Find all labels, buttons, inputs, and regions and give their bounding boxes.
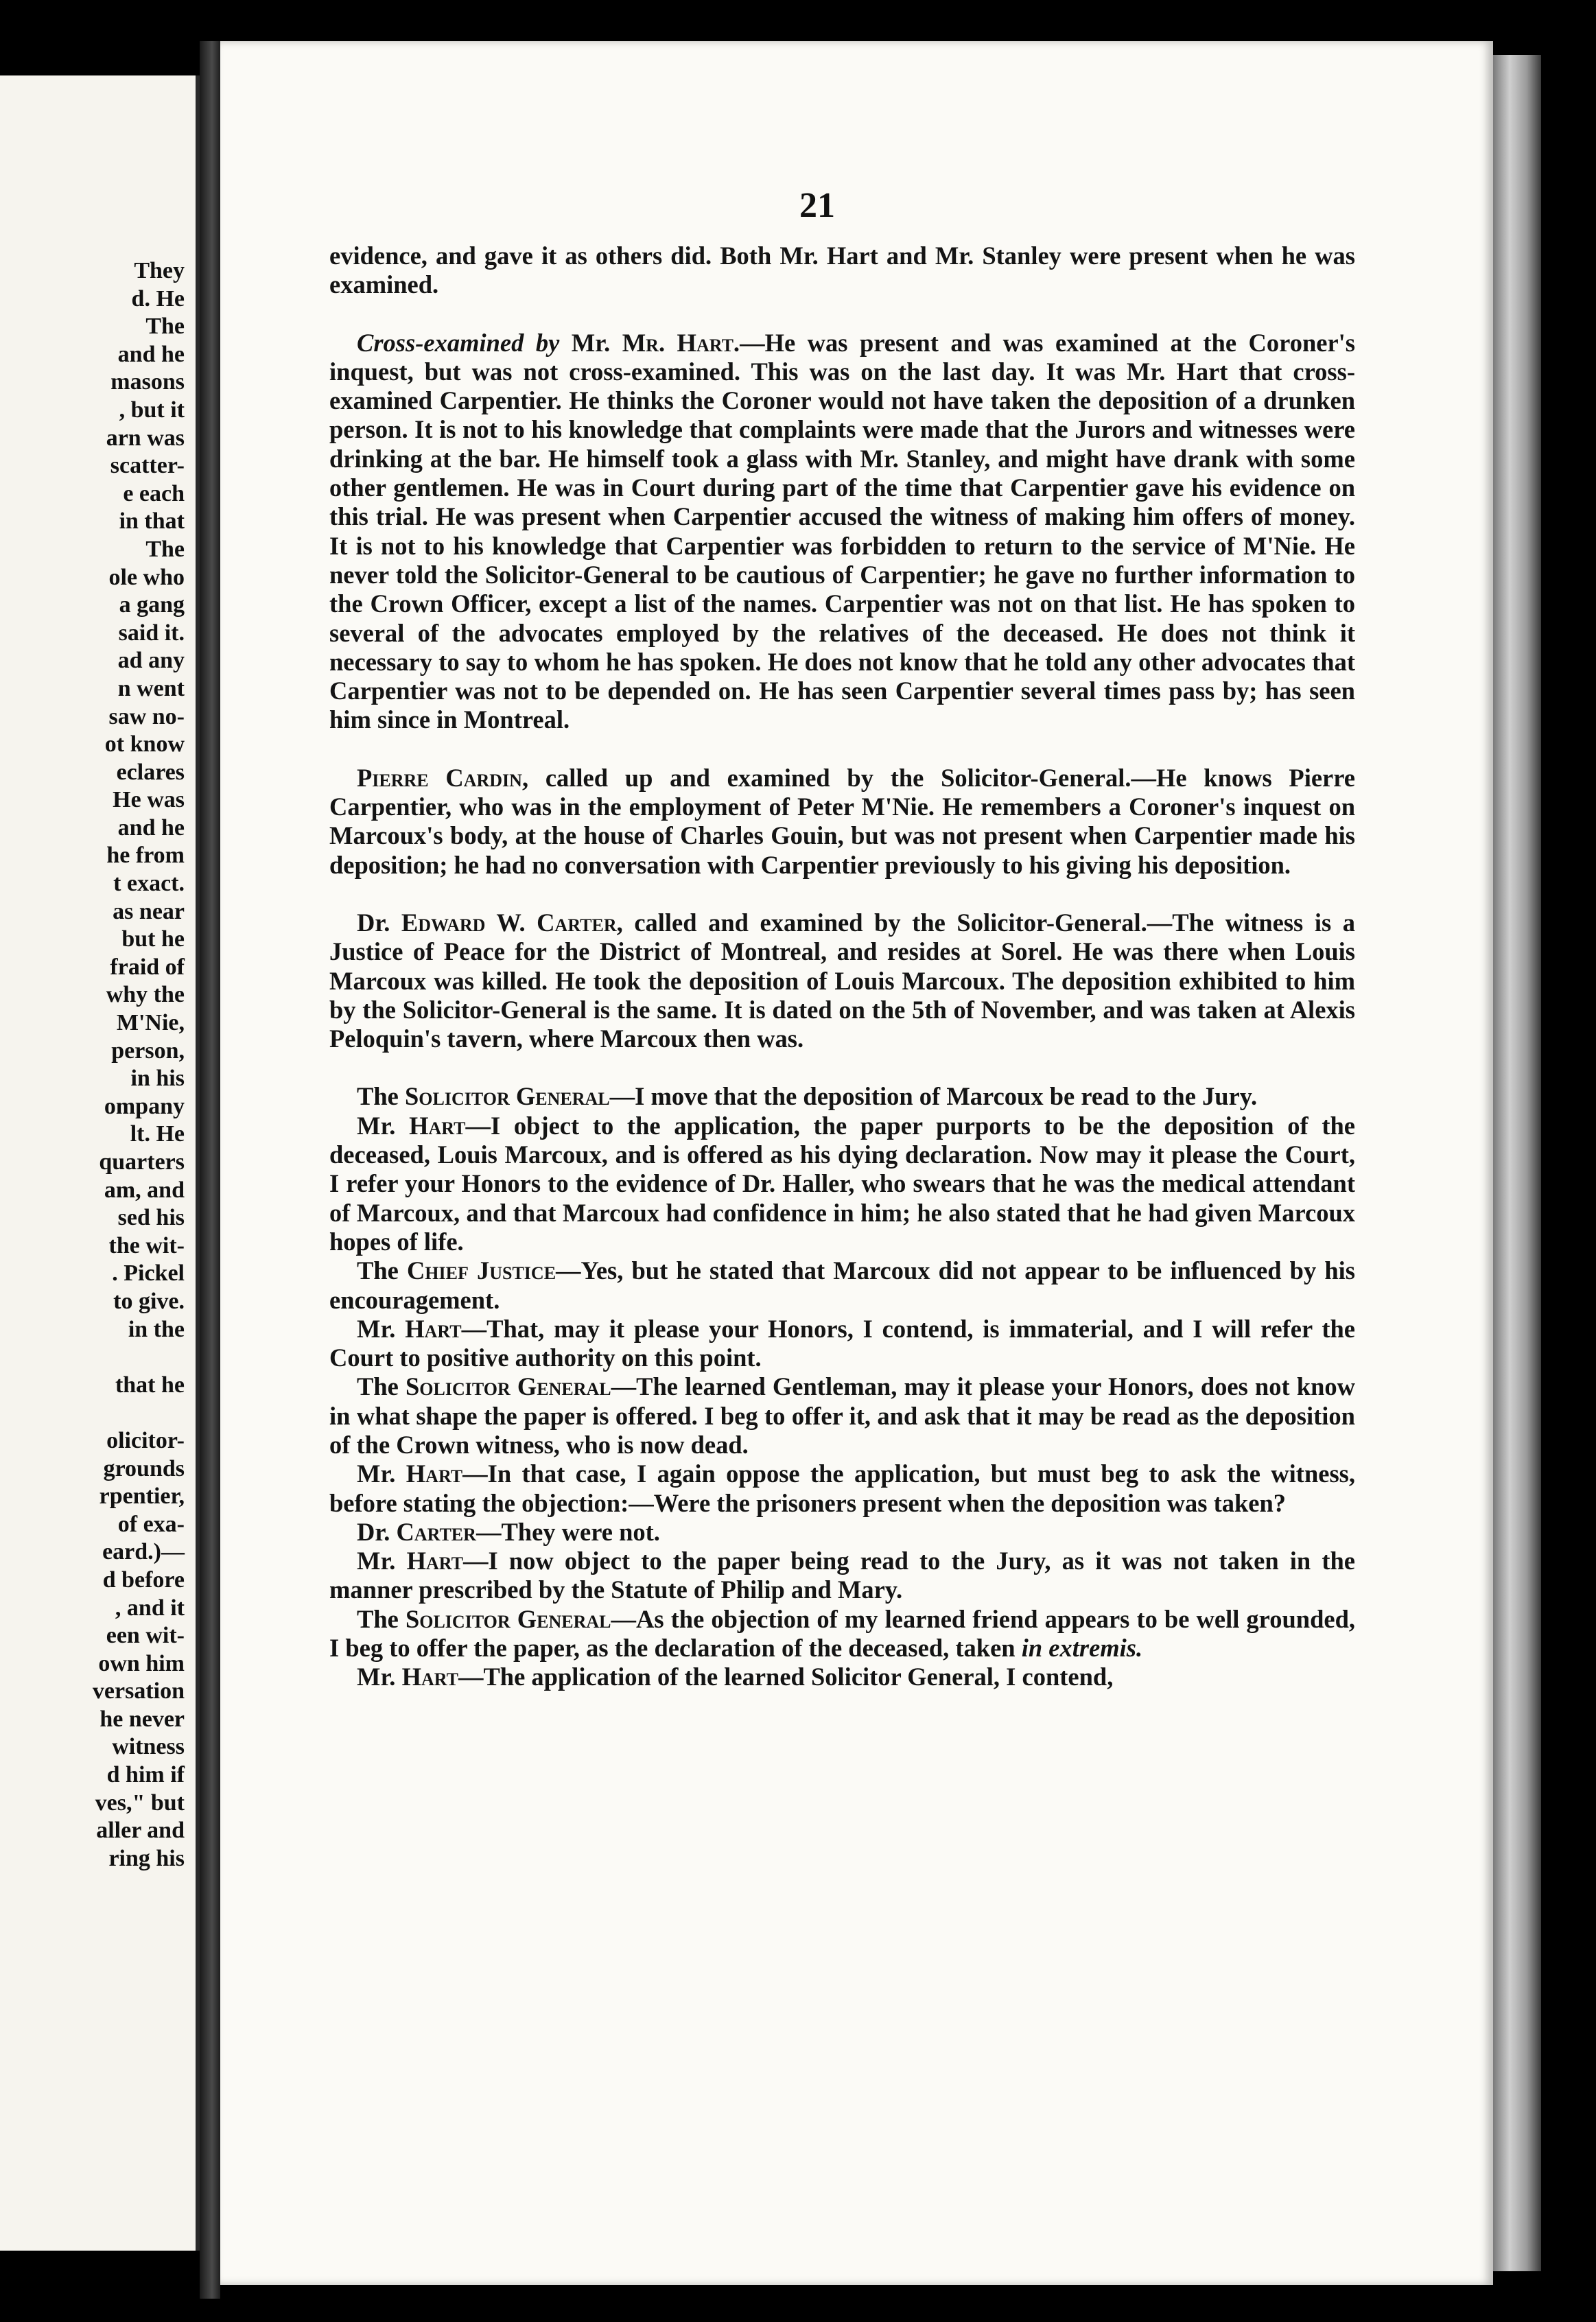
left-page-line: in his: [130, 1066, 185, 1092]
paragraph-speaker: Hart: [401, 1663, 458, 1691]
paragraph-speaker: Solicitor General: [405, 1604, 611, 1633]
paragraph-speaker: Chief Justice: [406, 1256, 556, 1285]
paragraph-speaker-prefix: Mr.: [571, 328, 622, 357]
paragraph-speaker: Hart: [406, 1459, 463, 1488]
left-page-line: a gang: [119, 592, 185, 618]
left-page-line: They: [134, 258, 185, 283]
left-page-line: but he: [121, 926, 185, 952]
paragraph-13: [329, 1663, 1355, 1691]
paragraph-prefix: The: [357, 1604, 406, 1633]
left-page-line: The: [145, 314, 185, 340]
paragraph-6: [329, 1256, 1355, 1315]
paragraph-text: —The application of the learned Solicitor General, I contend,: [458, 1663, 1114, 1691]
paragraph-lead: Cross-examined by: [357, 328, 560, 357]
paragraph-prefix: Mr.: [357, 1663, 402, 1691]
left-page-line: . Pickel: [112, 1260, 185, 1287]
left-page-line: e each: [123, 480, 185, 506]
left-page-line: eard.)—: [102, 1539, 185, 1565]
left-page-line: in the: [128, 1316, 185, 1342]
paragraph-speaker: Edward W. Carter,: [401, 908, 623, 937]
paragraph-prefix: Mr.: [357, 1314, 406, 1343]
left-page-line: d him if: [106, 1762, 185, 1788]
paragraph-speaker: Hart: [406, 1547, 463, 1575]
left-page-line: fraid of: [110, 954, 185, 980]
paragraph-speaker: Solicitor General: [404, 1082, 610, 1111]
paragraph-speaker: Pierre Cardin,: [357, 763, 529, 792]
left-facing-page: [0, 75, 200, 2251]
left-page-line: grounds: [103, 1455, 185, 1481]
left-page-line: person,: [111, 1037, 185, 1064]
left-page-line: M'Nie,: [116, 1010, 185, 1036]
left-page-line: witness: [112, 1734, 185, 1760]
left-page-line: and he: [117, 341, 185, 367]
paragraph-speaker: Hart: [405, 1314, 462, 1343]
left-page-line: quarters: [99, 1149, 185, 1175]
paragraph-text: —As the objection of my learned friend appears to be well grounded, I beg to offer the paper, as the declaration of the deceased, taken: [329, 1604, 1355, 1663]
paragraph-text: evidence, and gave it as others did. Both Mr. Hart and Mr. Stanley were present when he was examined.: [329, 242, 1355, 299]
paragraph-8: [329, 1372, 1355, 1459]
paragraph-10: [329, 1518, 1355, 1547]
paragraph-4: [329, 1082, 1355, 1111]
page-edge: [1493, 55, 1541, 2271]
body-text: [329, 242, 1355, 1692]
left-page-line: to give.: [113, 1288, 185, 1314]
left-page-line: [0, 1344, 185, 1372]
left-page-line: olicitor-: [106, 1427, 185, 1453]
paragraph-0: [329, 242, 1355, 300]
left-page-line: ole who: [108, 564, 185, 590]
book-gutter: [200, 41, 220, 2299]
paragraph-prefix: Mr.: [357, 1547, 407, 1575]
left-page-line: arn was: [106, 425, 185, 451]
paragraph-speaker: Solicitor General: [406, 1372, 611, 1401]
left-page-line: said it.: [118, 620, 185, 646]
left-page-line: d. He: [131, 285, 185, 312]
left-page-line: of exa-: [117, 1511, 185, 1537]
left-page-line: masons: [110, 369, 185, 395]
left-page-line: in that: [119, 508, 185, 535]
left-page-line: ad any: [117, 648, 185, 674]
left-page-line: The: [145, 536, 185, 562]
left-page-line: sed his: [117, 1205, 185, 1231]
paragraph-text: —I now object to the paper being read to the Jury, as it was not taken in the manner prescribed by the Statute of Philip and Mary.: [329, 1547, 1355, 1604]
paragraph-text: —He was present and was examined at the Coroner's inquest, but was not cross-examined. This was on the last day. It was Mr. Hart that cross-examined Carpentier. He thinks the Coroner would not have taken the deposition of a drunken person. It is not to his knowledge that complaints were made that the Jurors and witnesses were drinking at the bar. He himself took a glass with Mr. Stanley, and might have drank with some other gentlemen. He was in Court during part of the time that Carpentier gave his evidence on this trial. He was present when Carpentier accused the witness of making him offers of money. It is not to his knowledge that Carpentier was forbidden to return to the service of M'Nie. He never told the Solicitor-General to be cautious of Carpentier; he gave no further information to the Crown Officer, except a list of the names. Carpentier was not on that list. He has spoken to several of the advocates employed by the relatives of the deceased. He does not think it necessary to say to whom he has spoken. He does not know that he told any other advocates that Carpentier was not to be depended on. He has seen Carpentier several times pass by; has seen him since in Montreal.: [329, 328, 1355, 734]
paragraph-text: called up and examined by the Solicitor-General.—He knows Pierre Carpentier, who was in the employment of Peter M'Nie. He remembers a Coroner's inquest on Marcoux's body, at the house of Charles Gouin, but was not present when Carpentier made his deposition; he had no conversation with Carpentier previously to his giving his deposition.: [329, 763, 1356, 879]
left-page-line: een wit-: [106, 1623, 185, 1649]
left-page-line: scatter-: [110, 453, 185, 479]
left-page-line: [0, 1399, 185, 1427]
paragraph-7: [329, 1315, 1355, 1373]
paragraph-prefix: Mr.: [357, 1459, 406, 1488]
left-page-line: n went: [117, 675, 185, 701]
left-page-line: eclares: [116, 759, 185, 785]
paragraph-2: [329, 764, 1355, 880]
left-page-line: ves," but: [95, 1790, 185, 1816]
left-page-line: as near: [113, 898, 185, 924]
left-page-line: ring his: [108, 1845, 185, 1871]
paragraph-12: [329, 1605, 1355, 1663]
left-page-line: rpentier,: [99, 1484, 185, 1510]
left-page-line: ot know: [104, 731, 185, 758]
paragraph-text: —That, may it please your Honors, I contend, is immaterial, and I will refer the Court to positive authority on this point.: [329, 1314, 1355, 1372]
paragraph-prefix: Dr.: [357, 1517, 397, 1546]
left-page-line: t exact.: [113, 871, 185, 897]
left-page-line: that he: [115, 1372, 185, 1398]
paragraph-3: [329, 908, 1355, 1053]
page-number: 21: [799, 186, 835, 225]
left-page-line: own him: [98, 1650, 185, 1676]
left-page-line: aller and: [96, 1818, 185, 1844]
left-page-line: d before: [102, 1567, 185, 1593]
paragraph-prefix: The: [357, 1256, 407, 1285]
paragraph-text: —I move that the deposition of Marcoux be read to the Jury.: [609, 1082, 1258, 1111]
left-page-line: lt. He: [130, 1121, 185, 1147]
paragraph-speaker: Mr. Hart.: [622, 328, 740, 357]
left-page-line: , and it: [115, 1595, 185, 1621]
paragraph-prefix: Dr.: [357, 908, 401, 937]
left-page-line: and he: [117, 814, 185, 841]
paragraph-1: [329, 329, 1355, 735]
paragraph-9: [329, 1459, 1355, 1518]
left-page-text: [0, 257, 185, 1873]
left-page-line: versation: [92, 1678, 185, 1704]
paragraph-prefix: The: [357, 1082, 405, 1111]
paragraph-text: —In that case, I again oppose the application, but must beg to ask the witness, before stating the objection:—Were the prisoners present when the deposition was taken?: [329, 1459, 1355, 1517]
paragraph-speaker: Hart: [409, 1111, 466, 1140]
left-page-line: he from: [106, 843, 185, 869]
left-page-line: he never: [99, 1706, 185, 1732]
paragraph-prefix: The: [357, 1372, 406, 1401]
paragraph-text: —They were not.: [476, 1517, 660, 1546]
left-page-line: why the: [106, 982, 185, 1008]
paragraph-italic: in extremis.: [1021, 1634, 1143, 1663]
left-page-line: am, and: [104, 1177, 185, 1203]
left-page-line: saw no-: [108, 703, 185, 729]
left-page-line: the wit-: [108, 1232, 185, 1258]
left-page-line: ompany: [104, 1093, 185, 1119]
paragraph-5: [329, 1112, 1355, 1256]
paragraph-speaker: Carter: [396, 1517, 476, 1546]
paragraph-text: —I object to the application, the paper purports to be the deposition of the deceased, Louis Marcoux, and is offered as his dying declaration. Now may it please the Court, I refer your Honors to the evidence of Dr. Haller, who swears that he was the medical attendant of Marcoux, and that Marcoux had confidence in him; he also stated that he had given Marcoux hopes of life.: [329, 1111, 1355, 1256]
paragraph-prefix: Mr.: [357, 1111, 410, 1140]
paragraph-11: [329, 1547, 1355, 1605]
left-page-line: , but it: [119, 397, 185, 423]
paragraph-text: called and examined by the Solicitor-General.—The witness is a Justice of Peace for the District of Montreal, and resides at Sorel. He was there when Louis Marcoux was killed. He took the deposition of Louis Marcoux. The deposition exhibited to him by the Solicitor-General is the same. It is dated on the 5th of November, and was taken at Alexis Peloquin's tavern, where Marcoux then was.: [329, 908, 1355, 1053]
left-page-line: He was: [113, 787, 185, 813]
paragraph-text: —Yes, but he stated that Marcoux did not appear to be influenced by his encouragement.: [329, 1256, 1355, 1314]
paragraph-text: —The learned Gentleman, may it please your Honors, does not know in what shape the paper is offered. I beg to offer it, and ask that it may be read as the deposition of the Crown witness, who is now dead.: [329, 1372, 1355, 1459]
